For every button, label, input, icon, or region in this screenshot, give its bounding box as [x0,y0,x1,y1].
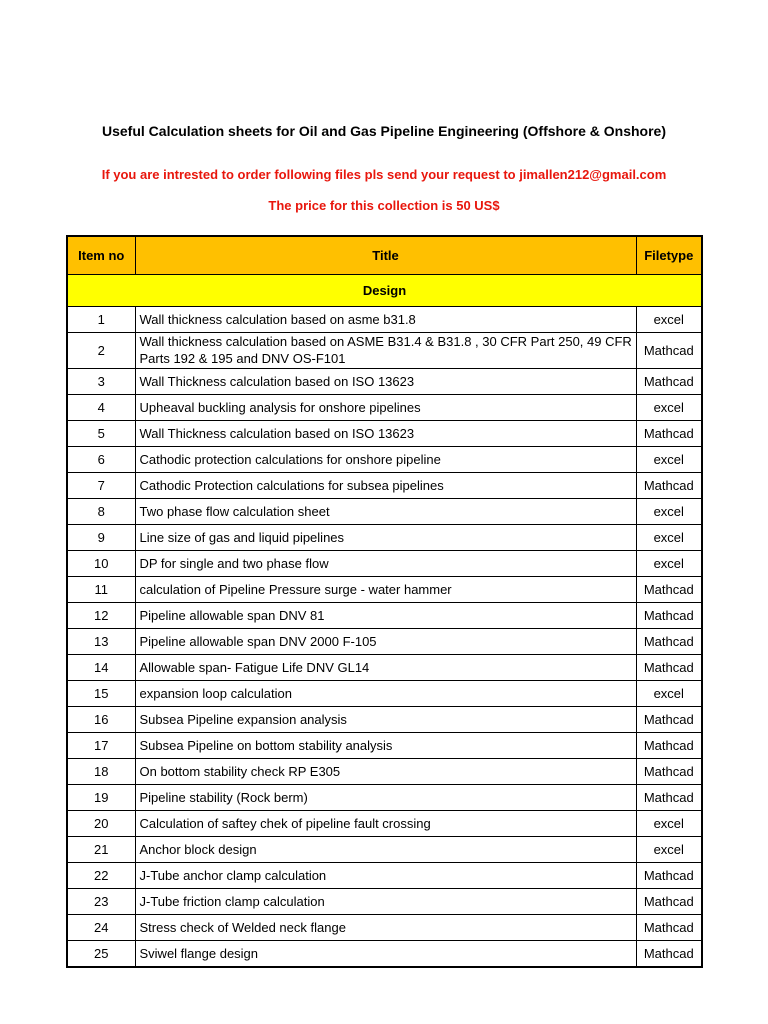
row-item-no: 17 [67,732,135,758]
row-item-no: 20 [67,810,135,836]
table-row [67,576,702,602]
row-item-no: 18 [67,758,135,784]
row-filetype: Mathcad [636,706,702,732]
row-filetype: Mathcad [636,628,702,654]
table-row [67,602,702,628]
header-title: Title [135,236,636,274]
table-row [67,836,702,862]
row-item-no: 15 [67,680,135,706]
row-title: Wall Thickness calculation based on ISO 13623 [135,420,636,446]
table-header-row [67,236,702,274]
row-title: Wall thickness calculation based on asme b31.8 [135,306,636,332]
table-row [67,784,702,810]
table-row [67,498,702,524]
table-row [67,524,702,550]
row-filetype: Mathcad [636,602,702,628]
row-title: Two phase flow calculation sheet [135,498,636,524]
table-row [67,862,702,888]
table-row [67,420,702,446]
row-title: Subsea Pipeline expansion analysis [135,706,636,732]
table-row [67,732,702,758]
table-row [67,810,702,836]
row-title: DP for single and two phase flow [135,550,636,576]
row-filetype: Mathcad [636,940,702,967]
table-row [67,446,702,472]
row-item-no: 22 [67,862,135,888]
row-item-no: 14 [67,654,135,680]
row-filetype: excel [636,394,702,420]
row-item-no: 10 [67,550,135,576]
row-item-no: 23 [67,888,135,914]
row-title: calculation of Pipeline Pressure surge - water hammer [135,576,636,602]
row-item-no: 7 [67,472,135,498]
row-filetype: Mathcad [636,862,702,888]
row-filetype: Mathcad [636,576,702,602]
row-title: Sviwel flange design [135,940,636,967]
row-item-no: 16 [67,706,135,732]
row-item-no: 6 [67,446,135,472]
table-row [67,706,702,732]
row-filetype: Mathcad [636,654,702,680]
row-title: Subsea Pipeline on bottom stability analysis [135,732,636,758]
row-filetype: Mathcad [636,332,702,368]
row-title: Wall thickness calculation based on ASME B31.4 & B31.8 , 30 CFR Part 250, 49 CFR Parts 192 & 195 and DNV OS-F101 [135,332,636,368]
row-filetype: excel [636,498,702,524]
table-row [67,914,702,940]
table-row [67,940,702,967]
header-item-no: Item no [67,236,135,274]
row-title: Cathodic Protection calculations for subsea pipelines [135,472,636,498]
table-row [67,368,702,394]
row-title: J-Tube anchor clamp calculation [135,862,636,888]
calculation-sheets-table [66,235,703,968]
row-filetype: excel [636,550,702,576]
row-title: Wall Thickness calculation based on ISO 13623 [135,368,636,394]
table-row [67,550,702,576]
price-notice: The price for this collection is 50 US$ [268,198,500,213]
table-row [67,654,702,680]
row-title: Line size of gas and liquid pipelines [135,524,636,550]
row-item-no: 11 [67,576,135,602]
table-row [67,472,702,498]
row-title: Stress check of Welded neck flange [135,914,636,940]
row-item-no: 3 [67,368,135,394]
row-title: Calculation of saftey chek of pipeline fault crossing [135,810,636,836]
row-title: On bottom stability check RP E305 [135,758,636,784]
row-filetype: Mathcad [636,914,702,940]
row-title: Pipeline allowable span DNV 2000 F-105 [135,628,636,654]
table-row [67,332,702,368]
row-filetype: excel [636,446,702,472]
row-filetype: Mathcad [636,784,702,810]
row-title: Pipeline allowable span DNV 81 [135,602,636,628]
table-row [67,628,702,654]
row-filetype: Mathcad [636,420,702,446]
row-item-no: 2 [67,332,135,368]
row-item-no: 13 [67,628,135,654]
row-title: J-Tube friction clamp calculation [135,888,636,914]
row-filetype: excel [636,524,702,550]
section-row-design [67,274,702,306]
header-filetype: Filetype [636,236,702,274]
row-filetype: Mathcad [636,758,702,784]
row-item-no: 12 [67,602,135,628]
row-item-no: 5 [67,420,135,446]
table-row [67,306,702,332]
table-row [67,680,702,706]
row-item-no: 19 [67,784,135,810]
section-label: Design [67,274,702,306]
row-filetype: excel [636,306,702,332]
row-item-no: 1 [67,306,135,332]
row-title: Pipeline stability (Rock berm) [135,784,636,810]
row-item-no: 8 [67,498,135,524]
row-title: Allowable span- Fatigue Life DNV GL14 [135,654,636,680]
row-item-no: 25 [67,940,135,967]
row-title: Anchor block design [135,836,636,862]
order-notice: If you are intrested to order following files pls send your request to jimallen212@gmail.com [101,167,667,182]
row-filetype: Mathcad [636,888,702,914]
row-title: expansion loop calculation [135,680,636,706]
row-filetype: Mathcad [636,368,702,394]
row-title: Cathodic protection calculations for onshore pipeline [135,446,636,472]
row-filetype: excel [636,810,702,836]
row-item-no: 9 [67,524,135,550]
row-filetype: Mathcad [636,732,702,758]
row-filetype: Mathcad [636,472,702,498]
row-filetype: excel [636,836,702,862]
row-title: Upheaval buckling analysis for onshore pipelines [135,394,636,420]
table-row [67,394,702,420]
table-row [67,888,702,914]
row-item-no: 4 [67,394,135,420]
row-item-no: 21 [67,836,135,862]
row-item-no: 24 [67,914,135,940]
page-title: Useful Calculation sheets for Oil and Gas Pipeline Engineering (Offshore & Onshore) [102,123,666,139]
table-row [67,758,702,784]
row-filetype: excel [636,680,702,706]
